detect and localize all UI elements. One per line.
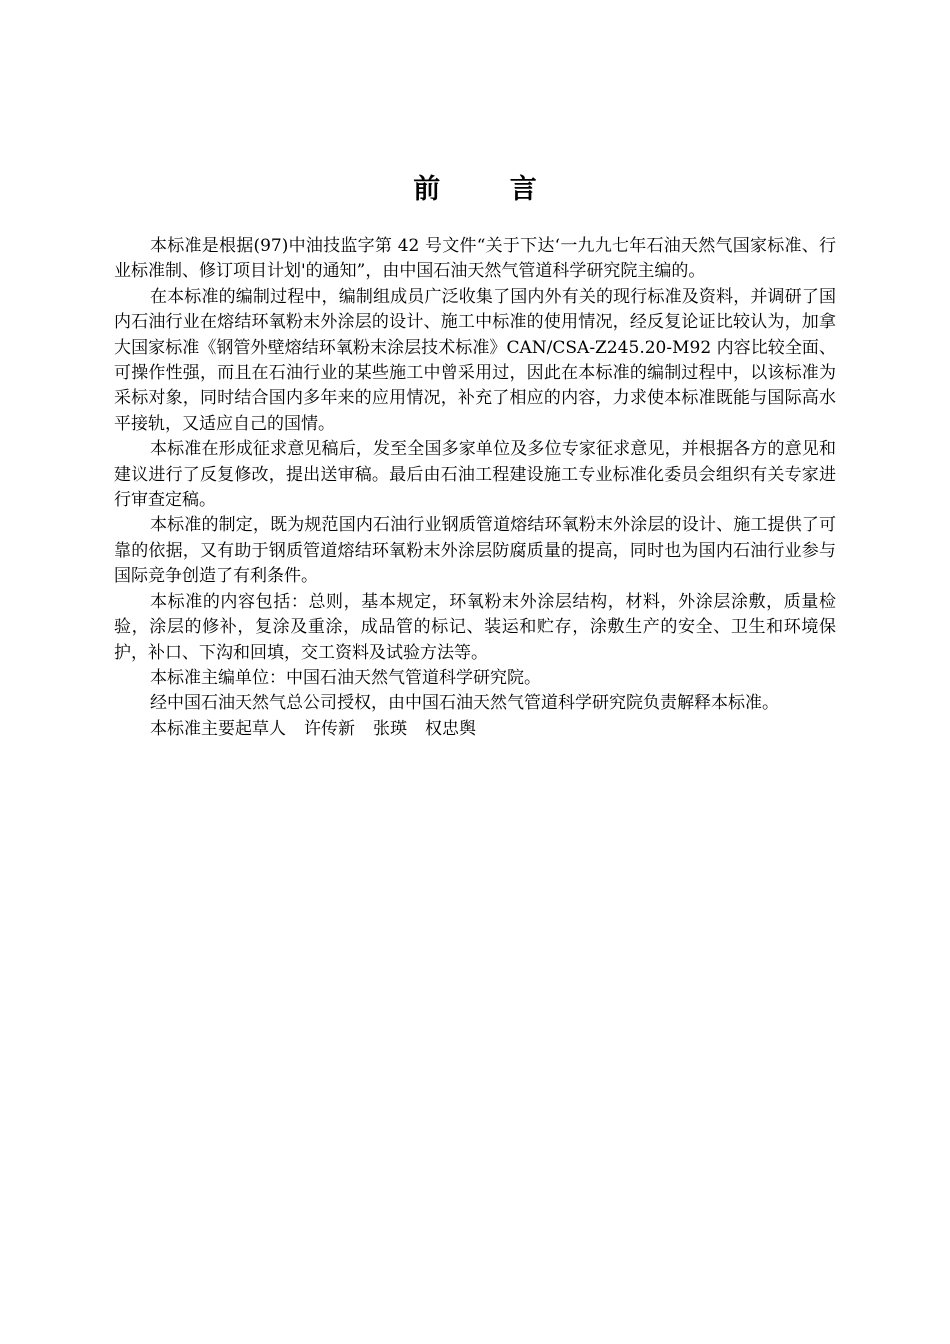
drafter-name: 许传新 <box>304 718 355 739</box>
paragraph-review: 本标准在形成征求意见稿后，发至全国多家单位及多位专家征求意见，并根据各方的意见和建议进行了反复修改，提出送审稿。最后由石油工程建设施工专业标准化委员会组织有关专家进行审查定稿。 <box>114 439 836 511</box>
page-title: 前 言 <box>413 174 567 205</box>
paragraph-editor-unit: 本标准主编单位：中国石油天然气管道科学研究院。 <box>150 667 541 688</box>
paragraph-interpretation: 经中国石油天然气总公司授权，由中国石油天然气管道科学研究院负责解释本标准。 <box>150 693 779 714</box>
drafter-name: 权忠舆 <box>425 718 476 739</box>
paragraph-compilation: 在本标准的编制过程中，编制组成员广泛收集了国内外有关的现行标准及资料，并调研了国内石油行业在熔结环氧粉末外涂层的设计、施工中标准的使用情况，经反复论证比较认为，加拿大国家标准《钢管外壁熔结环氧粉末涂层技术标准》CAN/CSA-Z245.20-M92 内容比较全面、可操作性强，而且在石油行业的某些施工中曾采用过，因此在本标准的编制过程中，以该标准为采标对象，同时结合国内多年来的应用情况，补充了相应的内容，力求使本标准既能与国际高水平接轨，又适应自己的国情。 <box>114 286 836 434</box>
drafter-name: 张瑛 <box>373 718 407 739</box>
paragraph-purpose: 本标准的制定，既为规范国内石油行业钢质管道熔结环氧粉末外涂层的设计、施工提供了可靠的依据，又有助于钢质管道熔结环氧粉末外涂层防腐质量的提高，同时也为国内石油行业参与国际竞争创造了有利条件。 <box>114 515 836 587</box>
drafters-line <box>114 717 836 742</box>
document-body <box>114 234 836 742</box>
paragraph-contents: 本标准的内容包括：总则，基本规定，环氧粉末外涂层结构，材料，外涂层涂敷，质量检验，涂层的修补，复涂及重涂，成品管的标记、装运和贮存，涂敷生产的安全、卫生和环境保护，补口、下沟和回填，交工资料及试验方法等。 <box>114 591 836 663</box>
drafters-label: 本标准主要起草人 <box>150 718 286 739</box>
paragraph-basis: 本标准是根据(97)中油技监字第 42 号文件“关于下达‘一九九七年石油天然气国家标准、行业标准制、修订项目计划'的通知”，由中国石油天然气管道科学研究院主编的。 <box>114 236 836 282</box>
